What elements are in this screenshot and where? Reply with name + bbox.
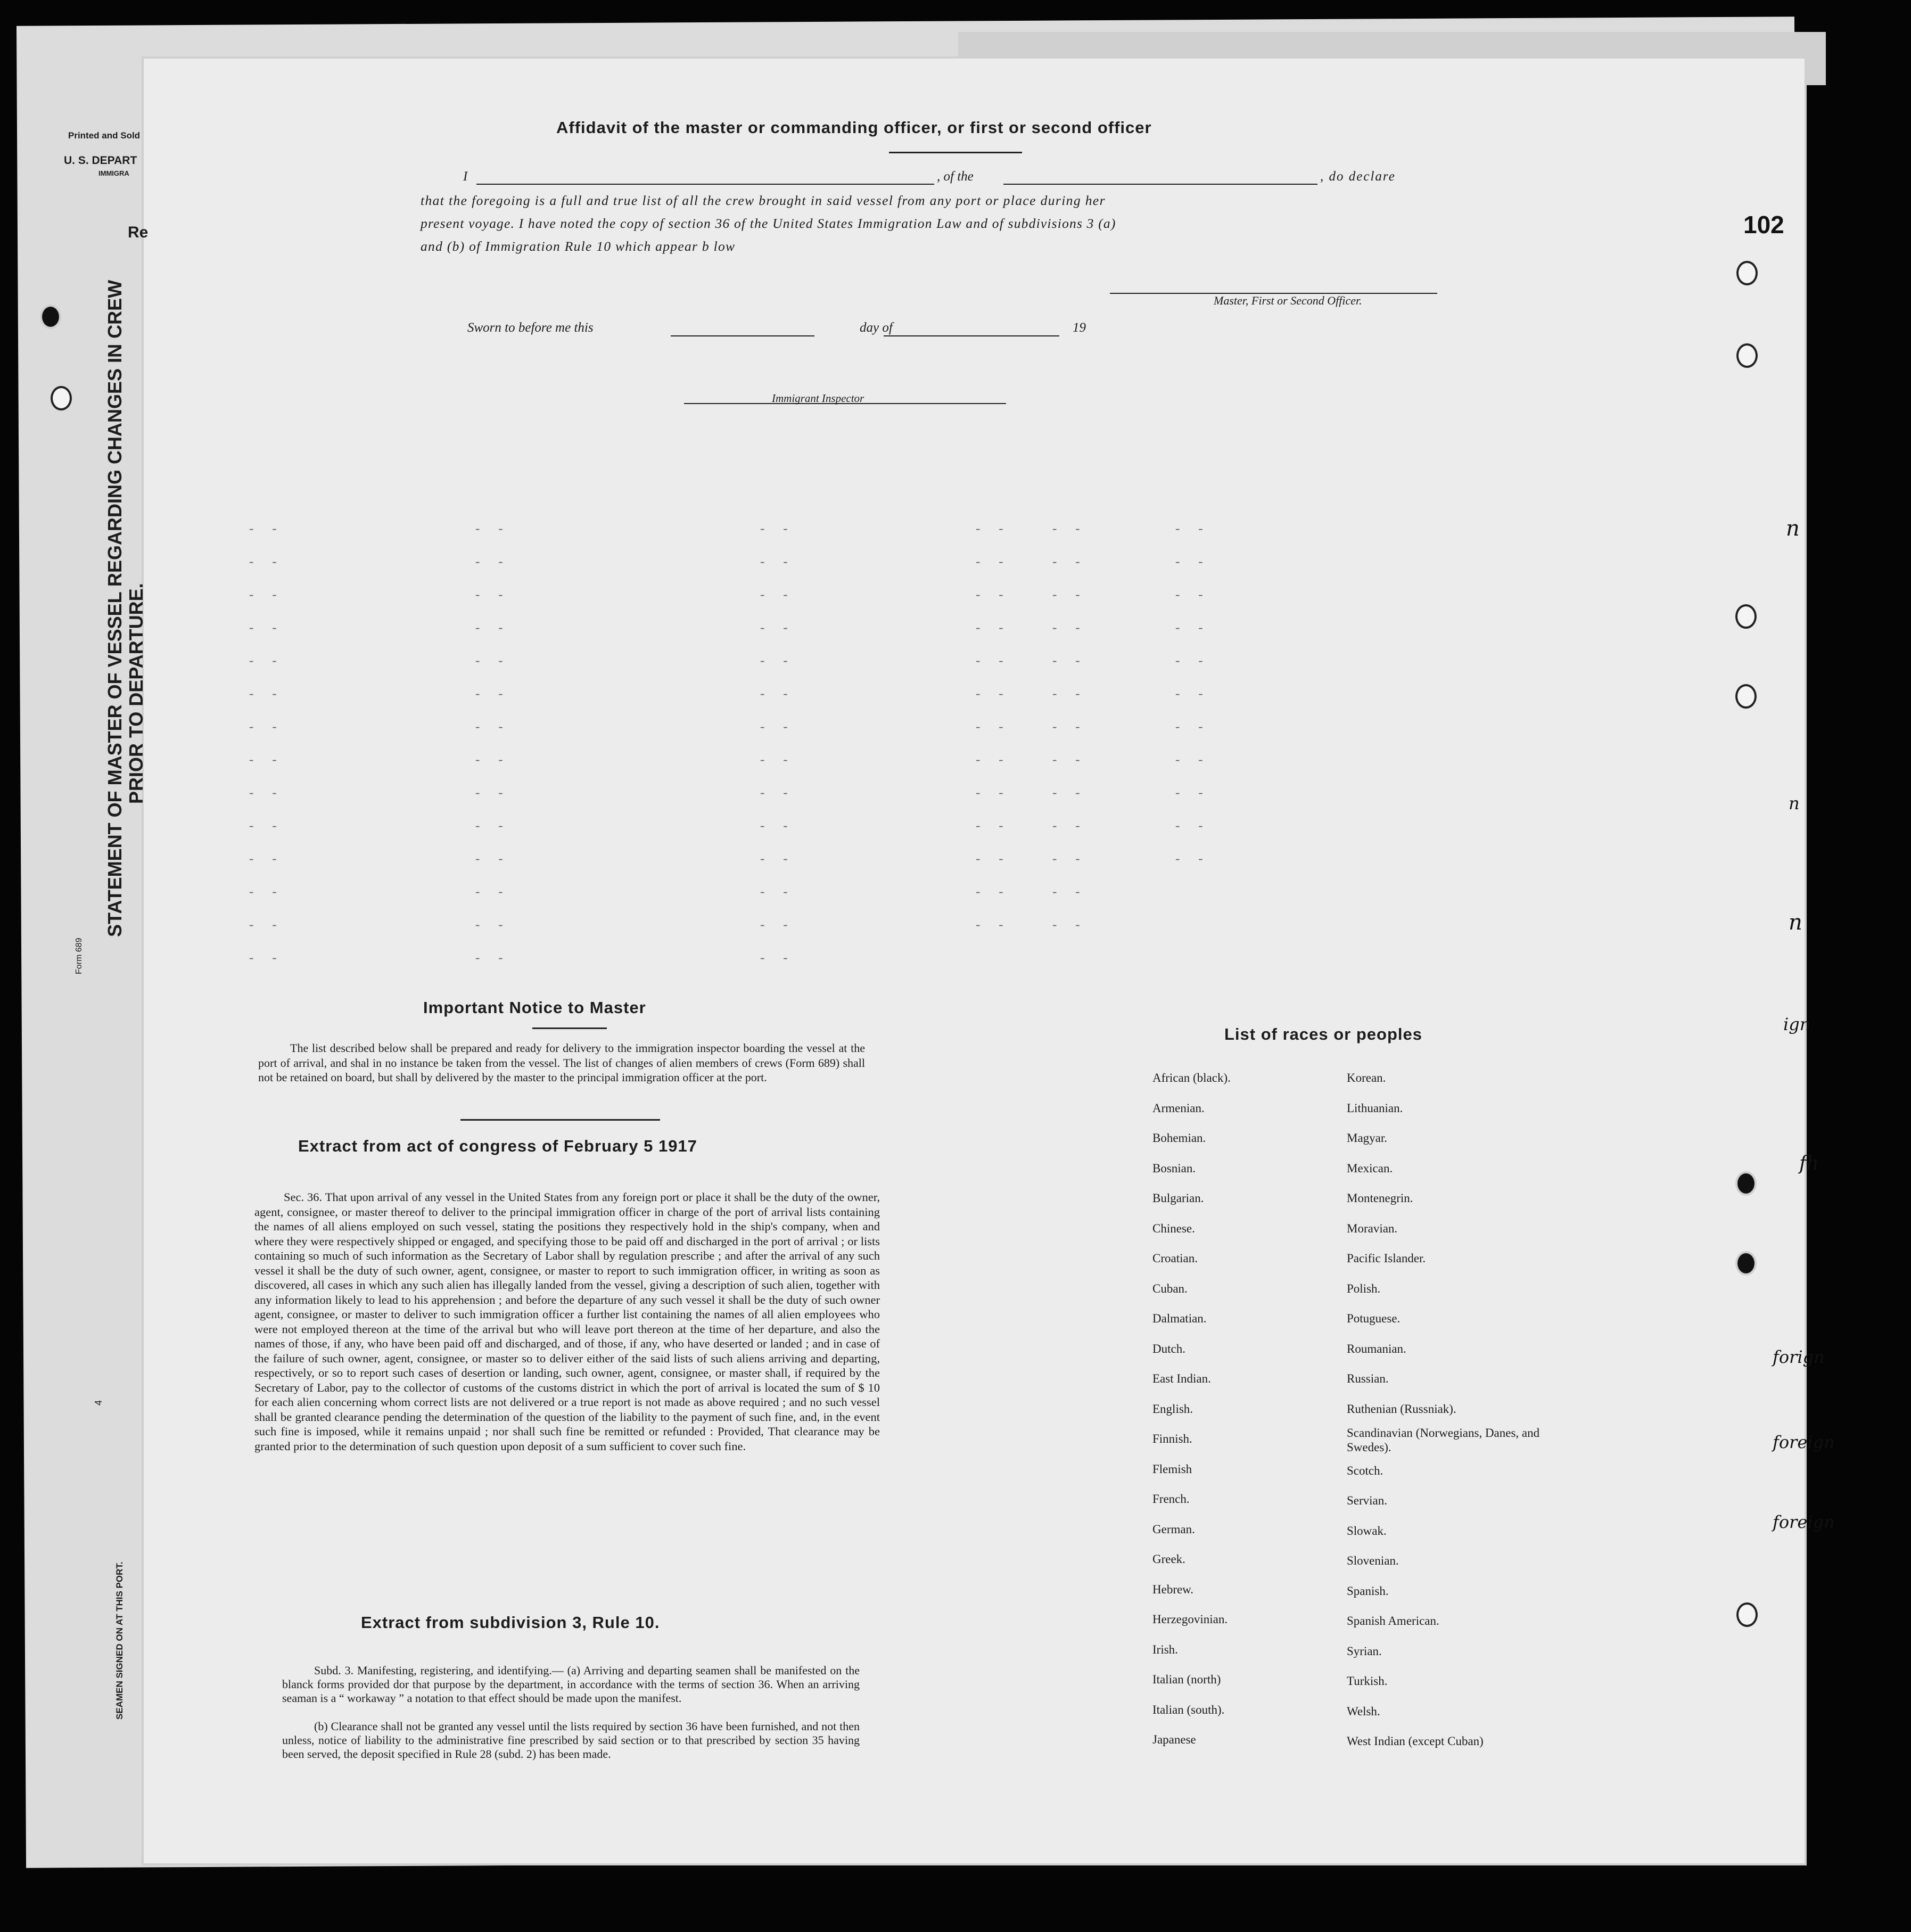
race-item: Moravian. [1347,1221,1398,1235]
race-item: Syrian. [1347,1644,1382,1658]
notice-title: Important Notice to Master [423,998,646,1017]
race-item: Italian (north) [1152,1673,1221,1686]
fragment-text: Re [128,224,149,241]
printed-by-text: Printed and Sold [68,130,141,141]
binder-hole [1735,1171,1757,1196]
race-item: Scandinavian (Norwegians, Danes, and Swedes). [1347,1426,1540,1454]
handwritten-mark: n [1789,910,1802,935]
race-item: Flemish [1152,1462,1192,1476]
race-item: Potuguese. [1347,1312,1401,1325]
binder-hole [1735,604,1757,629]
department-text: U. S. DEPART [64,154,137,167]
race-item: English. [1152,1402,1193,1416]
handwritten-mark: foreign [1773,1512,1835,1532]
race-item: Ruthenian (Russniak). [1347,1402,1456,1416]
race-item: Servian. [1347,1494,1388,1507]
month-blank[interactable] [884,335,1059,336]
handwritten-mark: foreign [1773,1432,1835,1452]
race-item: Bohemian. [1152,1131,1206,1145]
notice-title-rule [532,1027,607,1029]
notice-rule [460,1119,660,1121]
declare-end: , do declare [1320,169,1396,184]
binder-hole [40,305,61,329]
declare-i: I [463,169,468,184]
race-item: French. [1152,1492,1190,1506]
form-number: Form 689 [75,938,84,974]
ghost-dashes: - - - - - - - - - - - - - - - - - - - - - - - - - - - - [474,523,505,966]
race-item: East Indian. [1152,1372,1211,1385]
declare-of-the: , of the [937,169,974,184]
handwritten-mark: forign [1773,1347,1825,1367]
race-item: Welsh. [1347,1704,1380,1718]
binder-hole [1736,1602,1758,1627]
handwritten-mark: n [1786,516,1800,541]
vertical-title-line2: PRIOR TO DEPARTURE. [125,583,147,804]
affidavit-line4: and (b) of Immigration Rule 10 which appear b low [421,239,736,254]
affidavit-title: Affidavit of the master or commanding officer, or first or second officer [556,118,1152,137]
race-item: Bosnian. [1152,1161,1196,1175]
race-item: Turkish. [1347,1674,1388,1688]
binder-hole [1735,684,1757,709]
name-blank[interactable] [476,184,934,185]
day-blank[interactable] [671,335,814,336]
race-item: Greek. [1152,1552,1185,1566]
year-text: 19 [1073,320,1086,335]
vertical-title-line1: STATEMENT OF MASTER OF VESSEL REGARDING CHANGES IN CREW [104,279,126,937]
race-item: Finnish. [1152,1432,1192,1445]
binder-hole [51,386,72,410]
race-item: Magyar. [1347,1131,1388,1145]
races-title: List of races or peoples [1224,1025,1422,1043]
race-item: Pacific Islander. [1347,1252,1426,1265]
race-item: African (black). [1152,1071,1231,1084]
race-item: Spanish American. [1347,1614,1439,1627]
master-signature-label: Master, First or Second Officer. [1214,294,1362,307]
binder-hole [1735,1251,1757,1276]
handwritten-mark: ign [1783,1014,1811,1034]
affidavit-line2: that the foregoing is a full and true list of all the crew brought in said vessel from any port or place during her [421,193,1106,208]
affidavit-line3: present voyage. I have noted the copy of section 36 of the United States Immigration Law and of subdivisions 3 (a) [421,216,1116,231]
page-mark: 102 [1743,211,1784,239]
races-column-1 [1152,1063,1365,1755]
inspector-label: Immigrant Inspector [772,392,864,405]
race-item: Roumanian. [1347,1342,1406,1355]
race-item: Scotch. [1347,1464,1383,1477]
race-item: Italian (south). [1152,1703,1225,1716]
race-item: Korean. [1347,1071,1386,1084]
vessel-blank[interactable] [1003,184,1317,185]
rule-extract-para-b: (b) Clearance shall not be granted any vessel until the lists required by section 36 have been furnished, and not then unless, notice of liability to the administrative fine prescribed by said section or to that prescribed by section 35 having been served, the deposit specified in Rule 28 (subd. 2) has been made. [282,1720,860,1761]
sworn-text: Sworn to before me this [467,320,594,335]
race-item: Dutch. [1152,1342,1185,1355]
race-item: Mexican. [1347,1161,1393,1175]
seamen-note: SEAMEN SIGNED ON AT THIS PORT. [114,1561,125,1720]
ghost-dashes: - - - - - - - - - - - - - - - - - - - - - - [1174,523,1205,867]
binder-hole [1736,261,1758,285]
race-item: Spanish. [1347,1584,1389,1598]
act-extract-title: Extract from act of congress of February 5 1917 [298,1137,697,1155]
race-item: Hebrew. [1152,1582,1194,1596]
race-item: Polish. [1347,1281,1381,1295]
race-item: Lithuanian. [1347,1101,1403,1115]
day-of-text: day of [860,320,893,335]
rule-extract-para-a: Subd. 3. Manifesting, registering, and identifying.— (a) Arriving and departing seamen shall be manifested on the blanck forms provided dor that purpose by the department, in accordance with the terms of section 36. When an arriving seaman is a “ workaway ” a notation to that effect should be made upon the manifest. [282,1664,860,1705]
race-item: Slowak. [1347,1524,1387,1538]
race-item: Irish. [1152,1642,1178,1656]
rule-extract-title: Extract from subdivision 3, Rule 10. [361,1613,660,1632]
ghost-dashes: - - - - - - - - - - - - - - - - - - - - - - - - - - - - [248,523,278,966]
races-column-2 [1347,1063,1560,1757]
race-item: West Indian (except Cuban) [1347,1734,1484,1748]
handwritten-mark: fh [1799,1153,1819,1174]
race-item: Cuban. [1152,1281,1188,1295]
affidavit-title-rule [889,152,1022,153]
race-item: Dalmatian. [1152,1312,1207,1325]
page-number-side: 4 [93,1400,104,1405]
race-item: Chinese. [1152,1221,1195,1235]
race-item: Japanese [1152,1733,1196,1746]
race-item: Croatian. [1152,1252,1198,1265]
race-item: Montenegrin. [1347,1191,1413,1205]
race-item: Armenian. [1152,1101,1205,1115]
race-item: Bulgarian. [1152,1191,1204,1205]
race-item: Russian. [1347,1372,1389,1385]
act-extract-text: Sec. 36. That upon arrival of any vessel in the United States from any foreign port or place it shall be the duty of the owner, agent, consignee, or master thereof to deliver to the principal immigration officer in charge of the port of arrival lists containing the names of all aliens employed on such vessel, stating the positions they respectively hold in the ship's company, when and where they were respectively shipped or engaged, and specifying those to be paid off and discharged in the port of arrival ; or lists containing so much of such information as the Secretary of Labor shall by regulation prescribe ; and after the arrival of any such vessel it shall be the duty of such owner, agent, consignee, or master to report to such immigration officer, in writing as soon as discovered, all cases in which any such alien has illegally landed from the vessel, giving a description of such alien, together with any information likely to lead to his apprehension ; and before the departure of any such vessel it shall be the duty of such owner agent, consignee, or master to deliver to such immigration officer a further list containing the names of all alien employees who were not employed thereon at the time of the arrival but who will leave port thereon at the time of her departure, and also the names of those, if any, who have been paid off and discharged, and of those, if any, who have deserted or landed ; and in case of the failure of such owner, agent, consignee, or master so to deliver either of the said lists of such aliens arriving and departing, respectively, or so to report such cases of desertion or landing, such owner, agent, consignee, or master shall, if required by the Secretary of Labor, pay to the collector of customs of the customs district in which the port of arrival is located the sum of $ 10 for each alien concerning whom correct lists are not delivered or a true report is not made as above required ; and no such vessel shall be granted clearance pending the determination of the question of the liability to the payment of such fine, and, in the event such fine is imposed, while it remains unpaid ; nor shall such fine be remitted or refunded : Provided, That clearance may be granted prior to the determination of such question upon deposit of a sum sufficient to cover such fine. [254,1190,880,1453]
race-item: Slovenian. [1347,1554,1399,1567]
binder-hole [1736,343,1758,368]
notice-text: The list described below shall be prepared and ready for delivery to the immigration inspector boarding the vessel at the port of arrival, and shal in no instance be taken from the vessel. The list of changes of alien members of crews (Form 689) shall not be retained on board, but shall by delivered by the master to the principal immigration officer at the port. [258,1041,865,1084]
race-item: German. [1152,1522,1195,1536]
immigration-text: IMMIGRA [98,169,129,177]
ghost-dashes: - - - - - - - - - - - - - - - - - - - - - - - - - - - - [759,523,789,966]
ghost-dashes: - - - - - - - - - - - - - - - - - - - - - - - - - - - - - - - - - - - - - - - - - - - - - - - - - - - - [974,523,1082,933]
race-item: Herzegovinian. [1152,1613,1228,1626]
handwritten-mark: n [1789,793,1800,813]
